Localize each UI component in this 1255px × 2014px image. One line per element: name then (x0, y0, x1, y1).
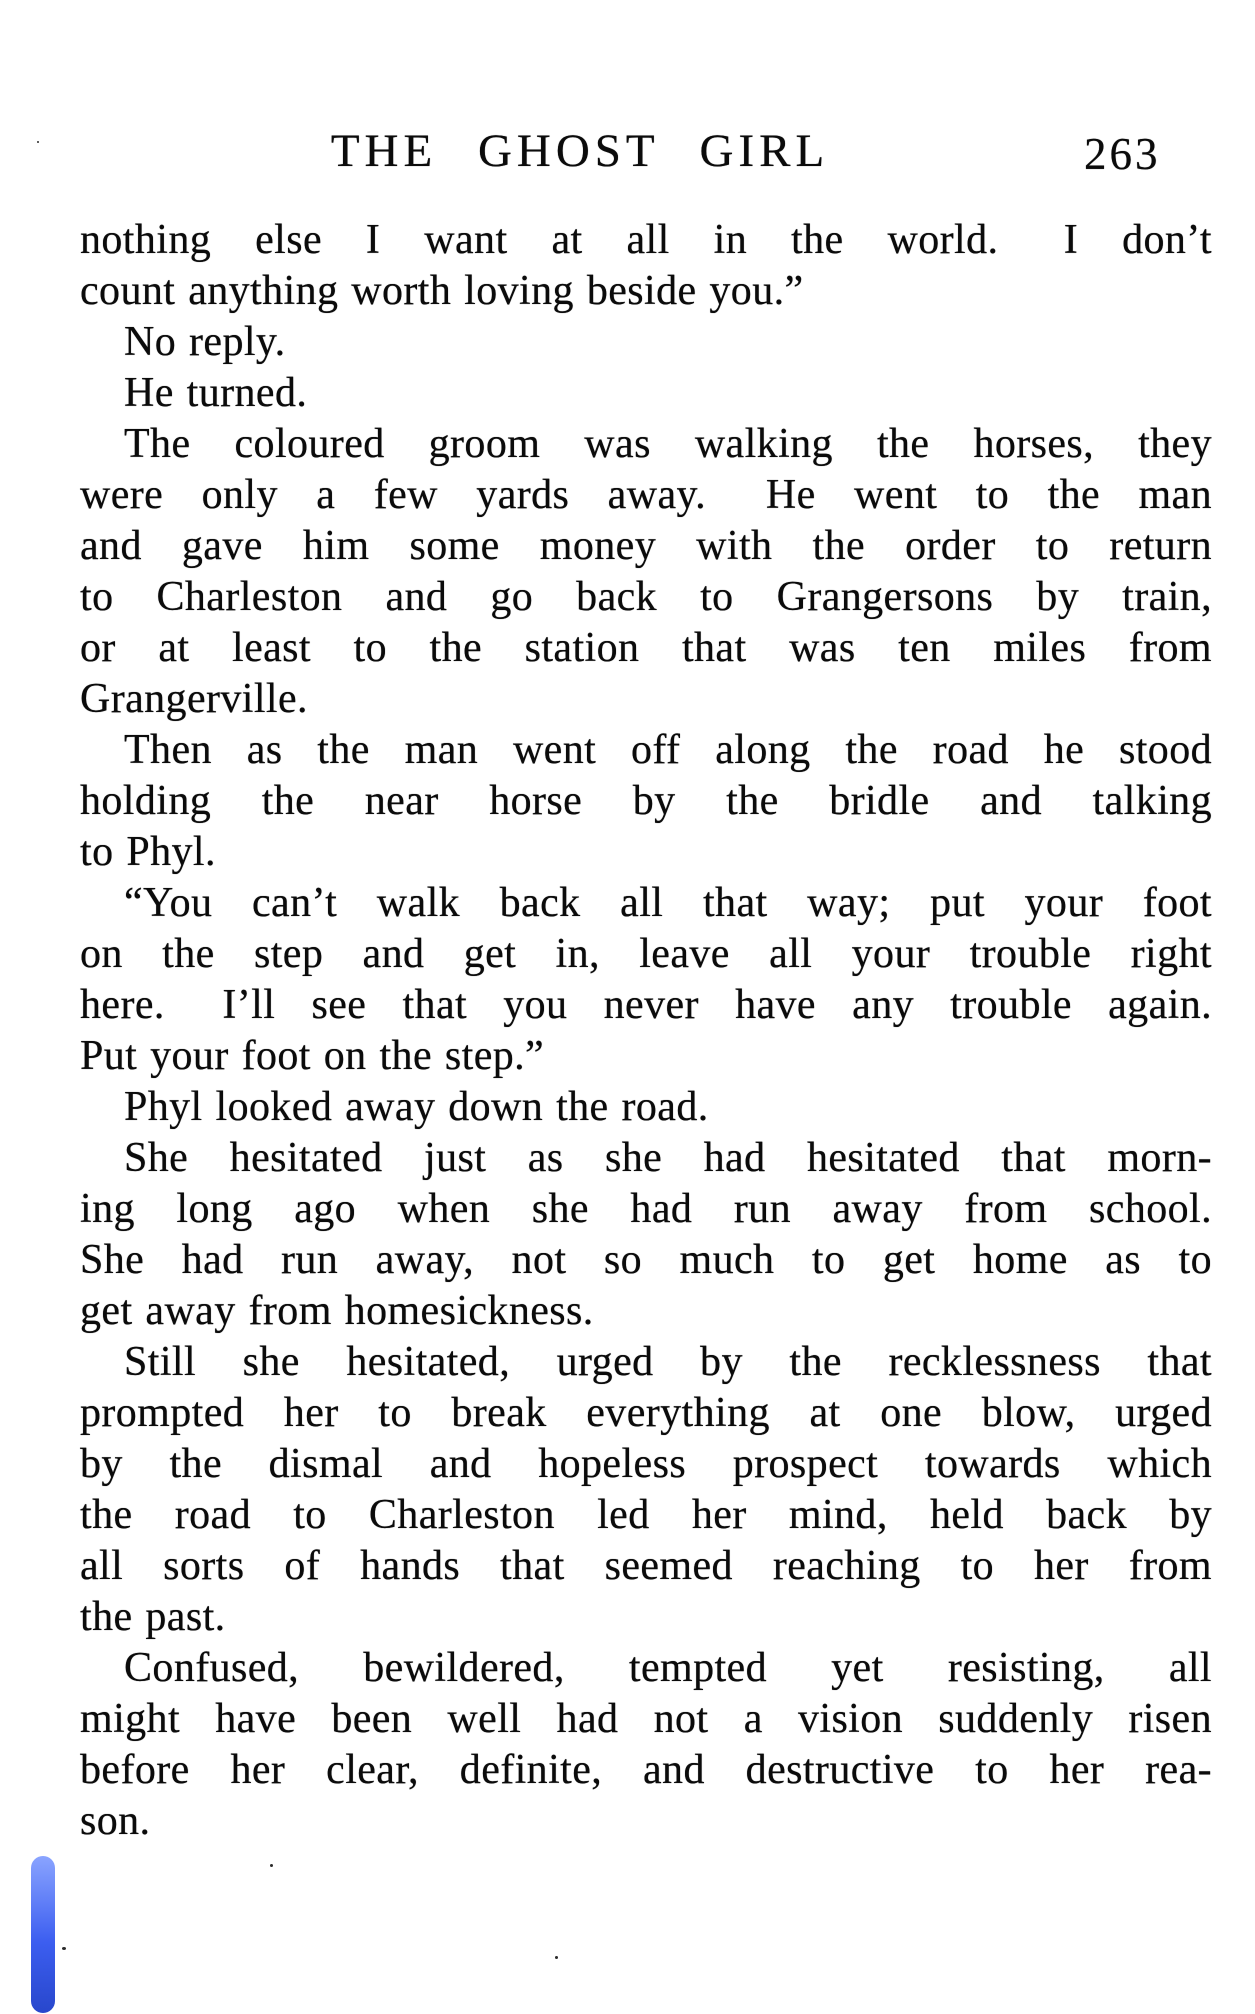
body-text (80, 215, 1212, 1847)
text-line: the road to Charleston led her mind, held back by (80, 1492, 1212, 1538)
text-line: or at least to the station that was ten miles from (80, 625, 1212, 671)
text-line: count anything worth loving beside you.” (80, 268, 804, 314)
text-line: by the dismal and hopeless prospect towards which (80, 1441, 1212, 1487)
running-title: THE GHOST GIRL (330, 125, 830, 177)
text-line: She had run away, not so much to get home as to (80, 1237, 1212, 1283)
text-line: might have been well had not a vision suddenly risen (80, 1696, 1212, 1742)
text-line: She hesitated just as she had hesitated that morn- (124, 1135, 1212, 1181)
scan-speck (555, 1956, 558, 1959)
text-line: Then as the man went off along the road he stood (124, 727, 1212, 773)
page-number: 263 (1084, 129, 1161, 179)
text-line: all sorts of hands that seemed reaching to her from (80, 1543, 1212, 1589)
text-line: nothing else I want at all in the world. I don’t (80, 217, 1212, 263)
text-line: holding the near horse by the bridle and talking (80, 778, 1212, 824)
text-line: here. I’ll see that you never have any trouble again. (80, 982, 1212, 1028)
text-line: son. (80, 1798, 151, 1844)
text-line: get away from homesickness. (80, 1288, 594, 1334)
text-line: Grangerville. (80, 676, 308, 722)
scroll-indicator[interactable] (31, 1856, 55, 2013)
scan-speck (270, 1864, 273, 1867)
text-line: prompted her to break everything at one blow, urged (80, 1390, 1212, 1436)
scan-speck (62, 1947, 66, 1950)
text-line: Still she hesitated, urged by the recklessness that (124, 1339, 1212, 1385)
text-line: before her clear, definite, and destructive to her rea- (80, 1747, 1212, 1793)
text-line: Phyl looked away down the road. (124, 1084, 709, 1130)
text-line: ing long ago when she had run away from school. (80, 1186, 1212, 1232)
text-line: He turned. (124, 370, 308, 416)
text-line: No reply. (124, 319, 286, 365)
text-line: to Charleston and go back to Grangersons by train, (80, 574, 1212, 620)
text-line: The coloured groom was walking the horses, they (124, 421, 1212, 467)
text-line: to Phyl. (80, 829, 216, 875)
text-line: Confused, bewildered, tempted yet resisting, all (124, 1645, 1212, 1691)
text-line: and gave him some money with the order to return (80, 523, 1212, 569)
text-line: Put your foot on the step.” (80, 1033, 545, 1079)
text-line: were only a few yards away. He went to the man (80, 472, 1212, 518)
text-line: on the step and get in, leave all your trouble right (80, 931, 1212, 977)
text-line: the past. (80, 1594, 226, 1640)
text-line: “You can’t walk back all that way; put your foot (124, 880, 1212, 926)
scan-speck (37, 141, 39, 143)
